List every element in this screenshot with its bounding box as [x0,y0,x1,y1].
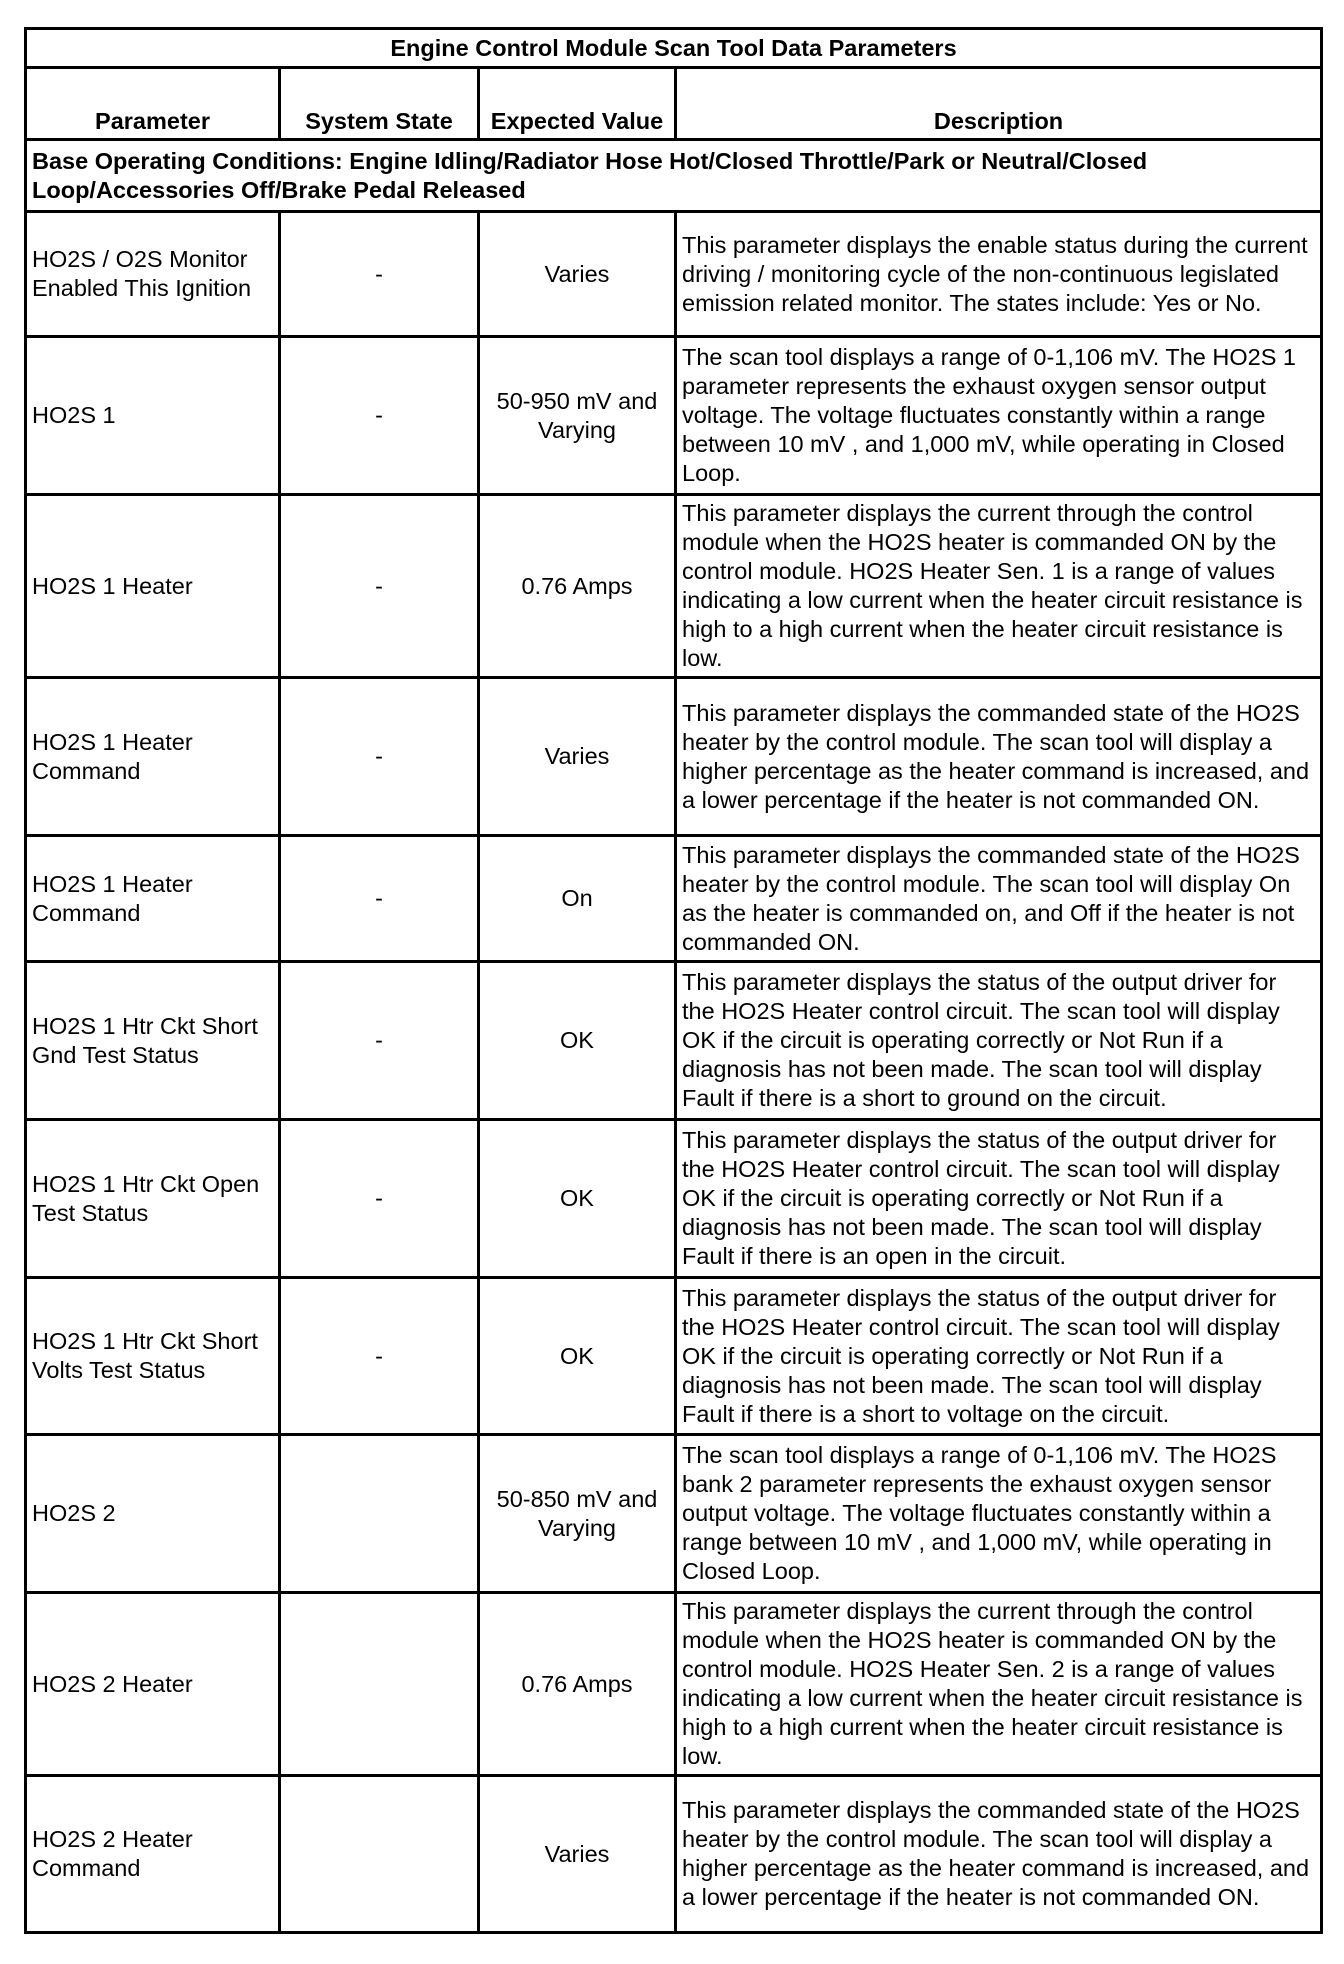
header-system-state: System State [280,68,479,140]
system-state-cell: - [280,1278,479,1435]
parameter-cell: HO2S / O2S Monitor Enabled This Ignition [26,212,280,337]
description-cell: This parameter displays the commanded state of the HO2S heater by the control module. The scan tool will display a higher percentage as the heater command is increased, and a lower percentage if the heater is not commanded ON. [676,678,1322,836]
parameter-cell: HO2S 1 Htr Ckt Short Gnd Test Status [26,962,280,1120]
base-operating-conditions: Base Operating Conditions: Engine Idling/Radiator Hose Hot/Closed Throttle/Park or Neutral/Closed Loop/Accessories Off/Brake Pedal Released [26,140,1322,212]
expected-value-cell: Varies [479,212,676,337]
expected-value-cell: Varies [479,678,676,836]
parameter-cell: HO2S 2 Heater Command [26,1776,280,1933]
system-state-cell: - [280,678,479,836]
system-state-cell [280,1593,479,1776]
expected-value-cell: OK [479,1120,676,1278]
table-row [26,495,1322,678]
expected-value-cell: OK [479,1278,676,1435]
conditions-row [26,140,1322,212]
parameter-cell: HO2S 2 [26,1435,280,1593]
description-cell: This parameter displays the status of the output driver for the HO2S Heater control circuit. The scan tool will display OK if the circuit is operating correctly or Not Run if a diagnosis has not been made. The scan tool will display Fault if there is a short to ground on the circuit. [676,962,1322,1120]
system-state-cell: - [280,495,479,678]
header-row [26,68,1322,140]
system-state-cell [280,1435,479,1593]
expected-value-cell: 50-950 mV and Varying [479,337,676,495]
parameter-cell: HO2S 1 Heater [26,495,280,678]
header-description: Description [676,68,1322,140]
description-cell: The scan tool displays a range of 0-1,106 mV. The HO2S 1 parameter represents the exhaust oxygen sensor output voltage. The voltage fluctuates constantly within a range between 10 mV , and 1,000 mV, while operating in Closed Loop. [676,337,1322,495]
description-cell: The scan tool displays a range of 0-1,106 mV. The HO2S bank 2 parameter represents the exhaust oxygen sensor output voltage. The voltage fluctuates constantly within a range between 10 mV , and 1,000 mV, while operating in Closed Loop. [676,1435,1322,1593]
system-state-cell [280,1776,479,1933]
header-parameter: Parameter [26,68,280,140]
parameter-cell: HO2S 1 Heater Command [26,678,280,836]
description-cell: This parameter displays the current through the control module when the HO2S heater is commanded ON by the control module. HO2S Heater Sen. 2 is a range of values indicating a low current when the heater circuit resistance is high to a high current when the heater circuit resistance is low. [676,1593,1322,1776]
description-cell: This parameter displays the commanded state of the HO2S heater by the control module. The scan tool will display On as the heater is commanded on, and Off if the heater is not commanded ON. [676,836,1322,962]
parameter-cell: HO2S 1 Htr Ckt Open Test Status [26,1120,280,1278]
expected-value-cell: Varies [479,1776,676,1933]
table-row [26,678,1322,836]
system-state-cell: - [280,212,479,337]
expected-value-cell: OK [479,962,676,1120]
expected-value-cell: 0.76 Amps [479,495,676,678]
title-row [26,29,1322,68]
table-row [26,962,1322,1120]
system-state-cell: - [280,836,479,962]
description-cell: This parameter displays the commanded state of the HO2S heater by the control module. The scan tool will display a higher percentage as the heater command is increased, and a lower percentage if the heater is not commanded ON. [676,1776,1322,1933]
table-row [26,337,1322,495]
table-row [26,1776,1322,1933]
system-state-cell: - [280,337,479,495]
description-cell: This parameter displays the status of the output driver for the HO2S Heater control circuit. The scan tool will display OK if the circuit is operating correctly or Not Run if a diagnosis has not been made. The scan tool will display Fault if there is a short to voltage on the circuit. [676,1278,1322,1435]
expected-value-cell: 50-850 mV and Varying [479,1435,676,1593]
table-row [26,836,1322,962]
parameter-cell: HO2S 1 Htr Ckt Short Volts Test Status [26,1278,280,1435]
scan-tool-data-table [24,27,1323,1934]
table-row [26,1120,1322,1278]
description-cell: This parameter displays the status of the output driver for the HO2S Heater control circuit. The scan tool will display OK if the circuit is operating correctly or Not Run if a diagnosis has not been made. The scan tool will display Fault if there is an open in the circuit. [676,1120,1322,1278]
table-row [26,212,1322,337]
system-state-cell: - [280,962,479,1120]
expected-value-cell: 0.76 Amps [479,1593,676,1776]
system-state-cell: - [280,1120,479,1278]
table-row [26,1278,1322,1435]
parameter-cell: HO2S 1 Heater Command [26,836,280,962]
table-title: Engine Control Module Scan Tool Data Parameters [26,29,1322,68]
description-cell: This parameter displays the current through the control module when the HO2S heater is commanded ON by the control module. HO2S Heater Sen. 1 is a range of values indicating a low current when the heater circuit resistance is high to a high current when the heater circuit resistance is low. [676,495,1322,678]
description-cell: This parameter displays the enable status during the current driving / monitoring cycle of the non-continuous legislated emission related monitor. The states include: Yes or No. [676,212,1322,337]
expected-value-cell: On [479,836,676,962]
header-expected-value: Expected Value [479,68,676,140]
table-row [26,1593,1322,1776]
parameter-cell: HO2S 1 [26,337,280,495]
table-row [26,1435,1322,1593]
parameter-cell: HO2S 2 Heater [26,1593,280,1776]
